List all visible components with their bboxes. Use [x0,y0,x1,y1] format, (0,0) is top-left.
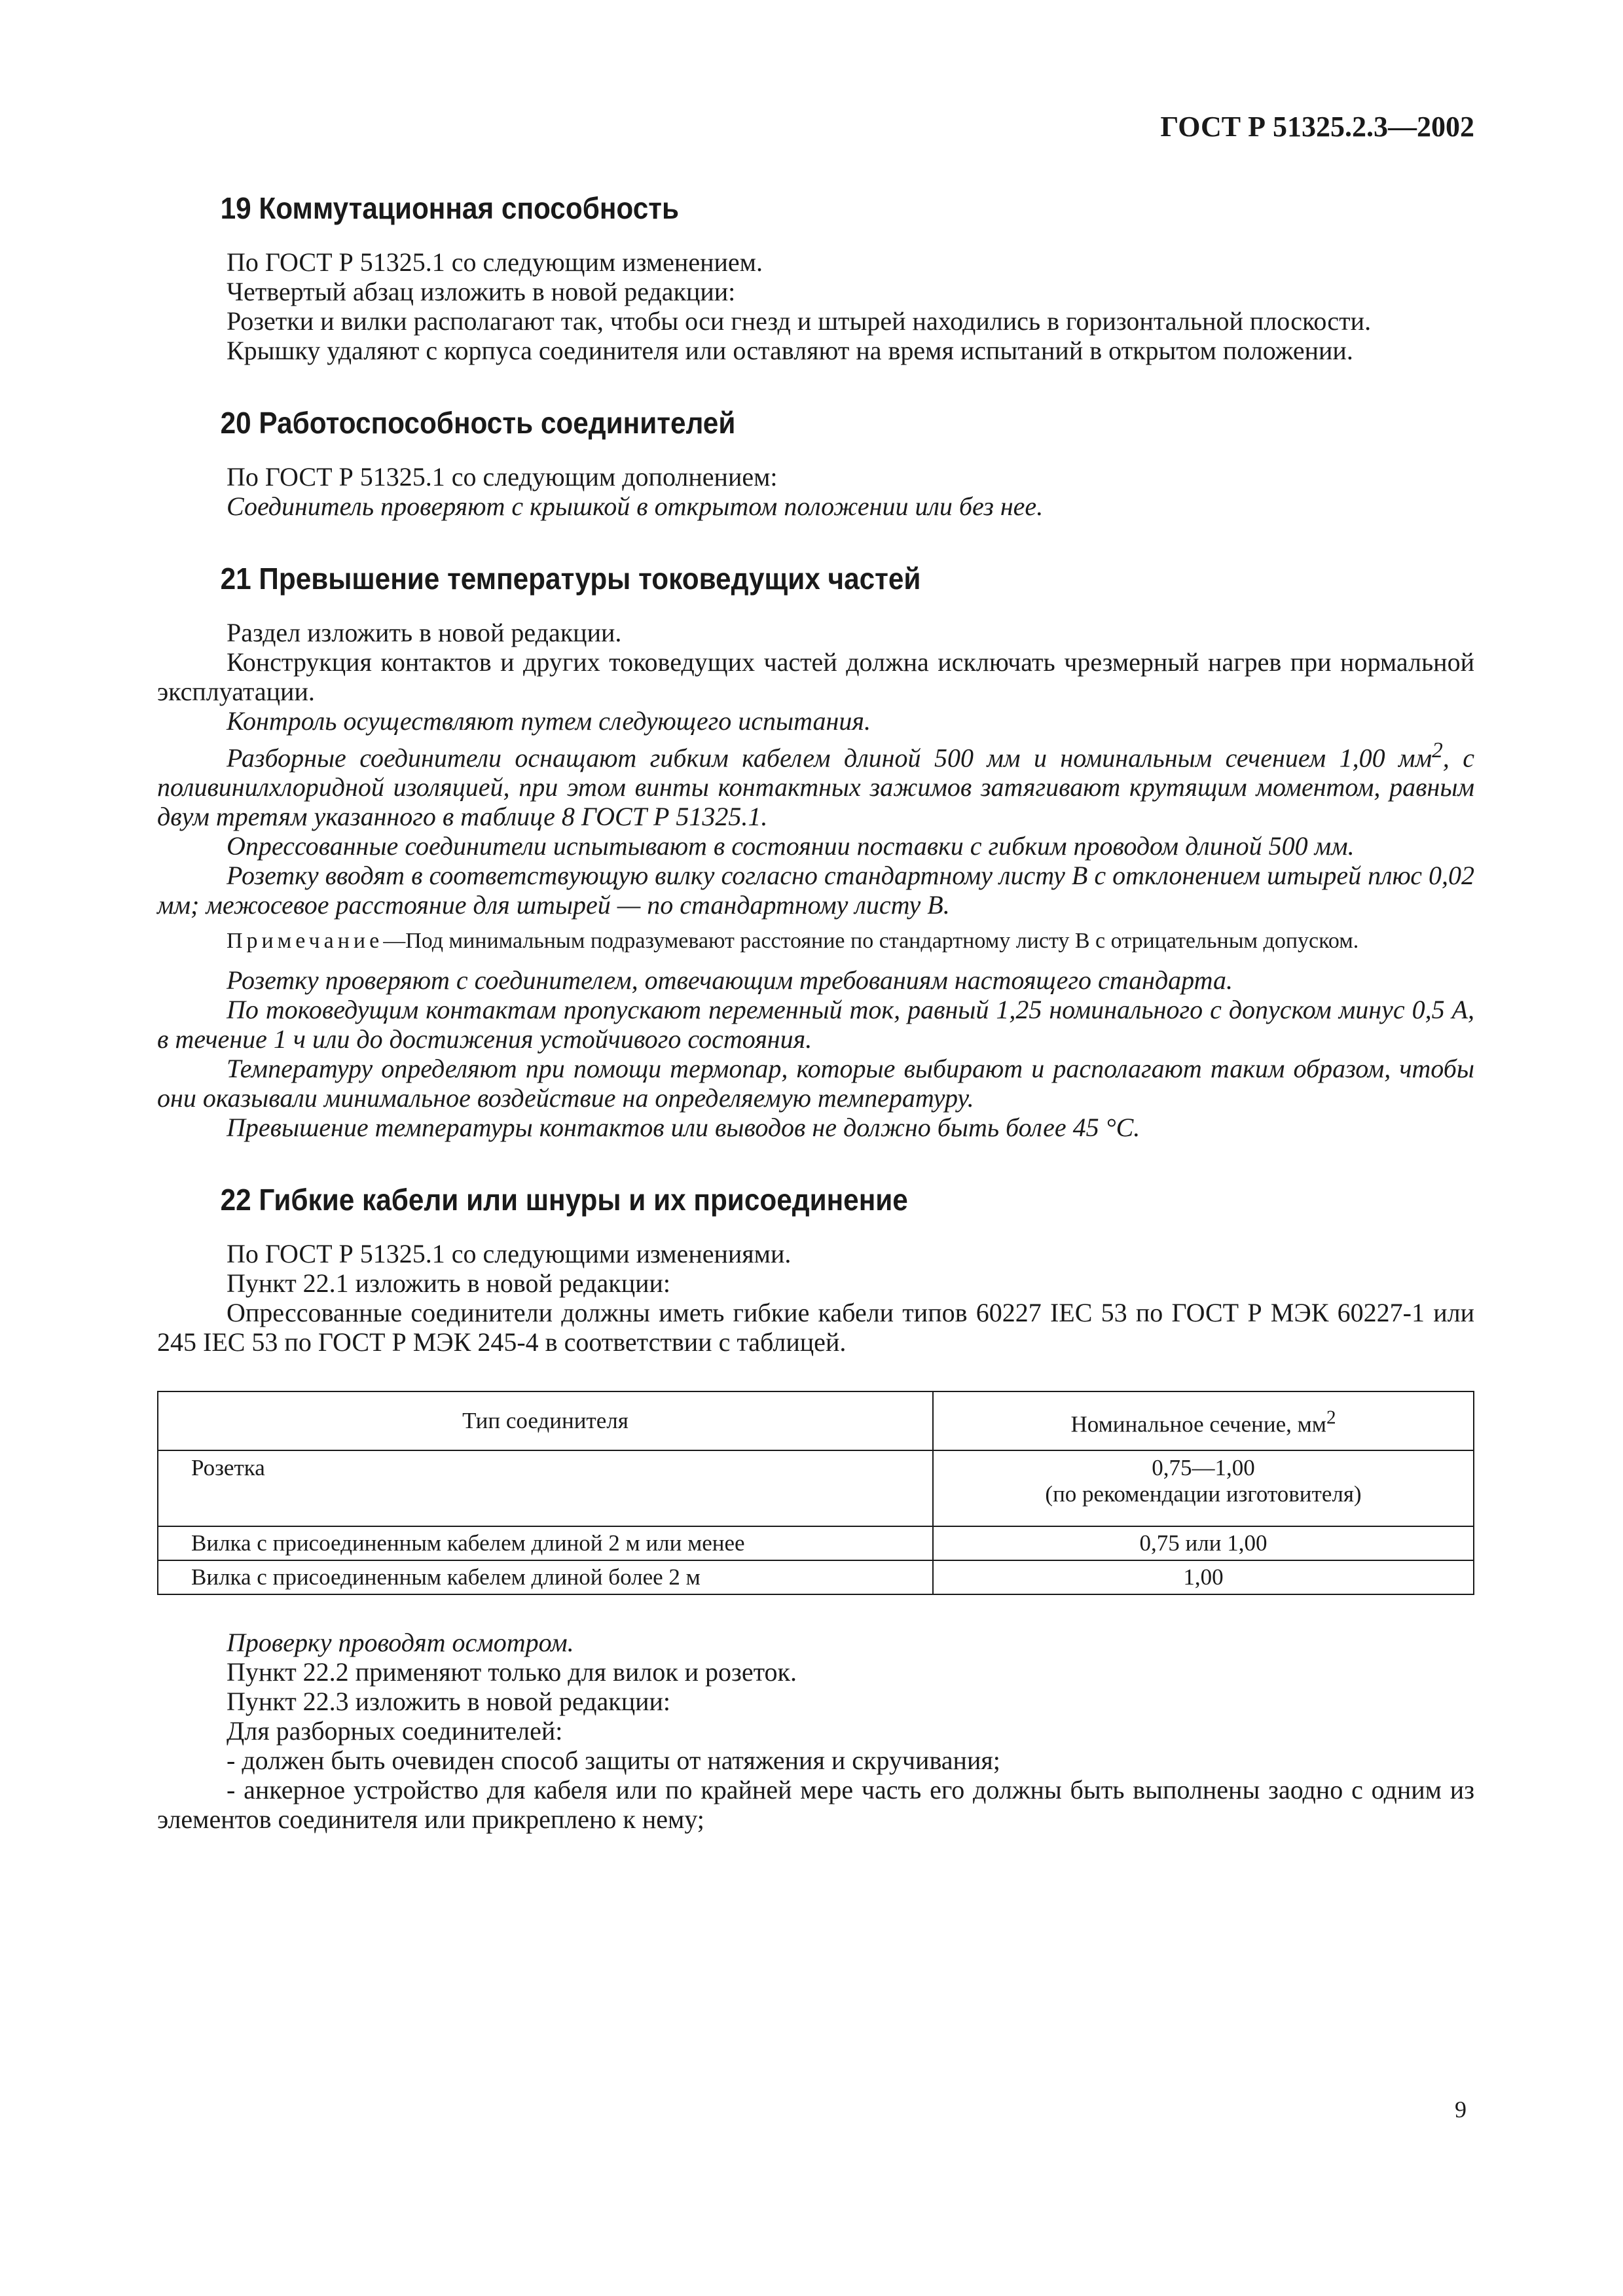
paragraph-italic: Превышение температуры контактов или выводов не должно быть более 45 °С. [227,1113,1140,1143]
paragraph-part: Разборные соединители оснащают гибким кабелем длиной 500 мм и номинальным сечением 1,00 мм [227,743,1432,773]
paragraph: Для разборных соединителей: [227,1716,563,1746]
paragraph: Опрессованные соединители должны иметь гибкие кабели типов 60227 IEC 53 по ГОСТ Р МЭК 60227-1 или 245 IEC 53 по ГОСТ Р МЭК 245-4 в соответствии с таблицей. [157,1298,1474,1357]
paragraph: Четвертый абзац изложить в новой редакции: [227,277,736,306]
note [157,927,1474,955]
table-row [158,1560,1474,1594]
page-number: 9 [1455,2096,1467,2123]
section-20-title: 20 Работоспособность соединителей [220,406,736,440]
section-20 [157,403,1474,521]
paragraph: Конструкция контактов и других токоведущих частей должна исключать чрезмерный нагрев при нормальной эксплуатации. [157,647,1474,706]
cable-section-table [157,1391,1474,1595]
paragraph-italic: По токоведущим контактам пропускают переменный ток, равный 1,25 номинального с допуском минус 0,5 А, в течение 1 ч или до достижения устойчивого состояния. [157,995,1474,1054]
table-cell [933,1450,1474,1526]
document-id-header: ГОСТ Р 51325.2.3—2002 [1160,111,1474,143]
paragraph: Пункт 22.3 изложить в новой редакции: [227,1687,671,1717]
paragraph-italic: Контроль осуществляют путем следующего испытания. [227,706,871,736]
section-21 [157,559,1474,1142]
paragraph: По ГОСТ Р 51325.1 со следующим дополнением: [227,462,778,492]
section-19-title: 19 Коммутационная способность [220,191,679,225]
paragraph-italic: Розетку вводят в соответствующую вилку согласно стандартному листу В с отклонением штырей плюс 0,02 мм; межосевое расстояние для штырей — по стандартному листу В. [157,861,1474,920]
section-22-title: 22 Гибкие кабели или шнуры и их присоединение [220,1183,908,1217]
paragraph-italic: Температуру определяют при помощи термопар, которые выбирают и располагают таким образом, чтобы они оказывали минимальное воздействие на определяемую температуру. [157,1054,1474,1113]
paragraph: - анкерное устройство для кабеля или по крайней мере часть его должны быть выполнены заодно с одним из элементов соединителя или прикреплено к нему; [157,1775,1474,1835]
paragraph: Раздел изложить в новой редакции. [227,618,622,647]
table-cell: Вилка с присоединенным кабелем длиной более 2 м [158,1560,933,1594]
section-22 [157,1180,1474,1834]
section-19 [157,188,1474,365]
cell-value: 0,75—1,00 [1152,1455,1255,1481]
table-cell: Розетка [158,1450,933,1526]
paragraph: Пункт 22.2 применяют только для вилок и розеток. [227,1657,797,1687]
paragraph: - должен быть очевиден способ защиты от натяжения и скручивания; [227,1746,1000,1776]
table-header-cell: Тип соединителя [158,1391,933,1450]
table-cell: Вилка с присоединенным кабелем длиной 2 м или менее [158,1526,933,1560]
paragraph-italic: Проверку проводят осмотром. [227,1628,574,1658]
superscript: 2 [1432,738,1443,762]
note-text: —Под минимальным подразумевают расстояние по стандартному листу В с отрицательным допуском. [383,929,1359,954]
page-content [157,188,1474,1834]
table-header-row [158,1391,1474,1450]
table-header-cell [933,1391,1474,1450]
header-text: Номинальное сечение, мм [1070,1411,1326,1437]
superscript: 2 [1326,1407,1336,1428]
paragraph: Пункт 22.1 изложить в новой редакции: [227,1268,671,1299]
paragraph-italic [157,736,1474,831]
paragraph-italic: Опрессованные соединители испытывают в состоянии поставки с гибким проводом длиной 500 мм. [227,831,1355,861]
paragraph-italic: Розетку проверяют с соединителем, отвечающим требованиям настоящего стандарта. [227,965,1233,996]
paragraph: По ГОСТ Р 51325.1 со следующими изменениями. [227,1239,792,1269]
cell-note: (по рекомендации изготовителя) [1045,1481,1362,1507]
table-row [158,1526,1474,1560]
paragraph: Крышку удаляют с корпуса соединителя или оставляют на время испытаний в открытом положении. [227,336,1353,365]
paragraph: По ГОСТ Р 51325.1 со следующим изменением. [227,247,763,277]
table-row [158,1450,1474,1526]
paragraph-italic: Соединитель проверяют с крышкой в открытом положении или без нее. [227,492,1044,521]
note-label: Примечание [227,929,384,954]
section-21-title: 21 Превышение температуры токоведущих частей [220,562,921,596]
table-cell: 0,75 или 1,00 [933,1526,1474,1560]
paragraph-part: , с поливинилхлоридной изоляцией, при этом винты контактных зажимов затягивают крутящим моментом, равным двум третям указанного в таблице 8 ГОСТ Р 51325.1. [157,743,1474,832]
paragraph: Розетки и вилки располагают так, чтобы оси гнезд и штырей находились в горизонтальной плоскости. [227,306,1372,336]
table-cell: 1,00 [933,1560,1474,1594]
